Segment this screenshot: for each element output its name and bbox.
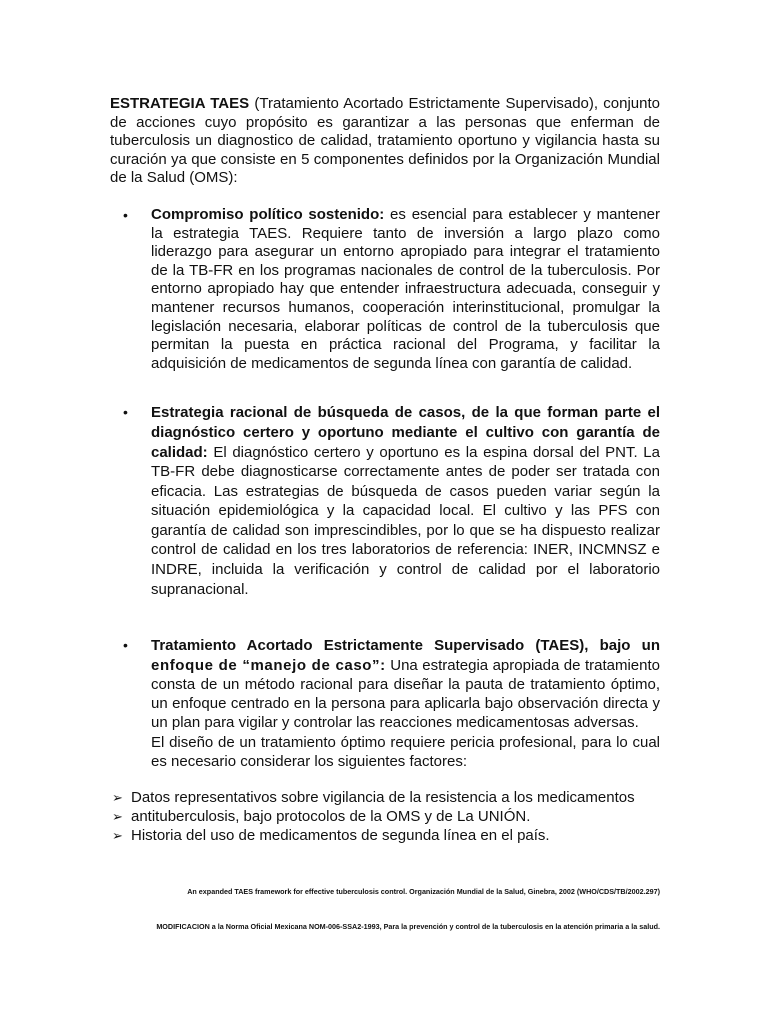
- factor-text: Datos representativos sobre vigilancia de la resistencia a los medicamentos: [131, 789, 635, 807]
- bullet-title: Compromiso político sostenido:: [151, 205, 385, 223]
- bullet-title-spaced: enfoque de “manejo de caso”:: [151, 656, 386, 674]
- intro-text: (Tratamiento Acortado Estrictamente Supervisado), conjunto de acciones cuyo propósito es garantizar a las personas que enferman de tuberculosis un diagnostico de calidad, tratamiento oportuno y vigilancia hasta su curación ya que consiste en 5 componentes definidos por la Organización Mundial de la Salud (OMS):: [110, 95, 660, 187]
- list-item: [110, 827, 660, 846]
- bullet-title: Tratamiento Acortado Estrictamente Supervisado (TAES), bajo un: [151, 637, 660, 655]
- arrow-bullet-icon: ➢: [112, 809, 123, 825]
- list-item: [110, 403, 660, 599]
- list-item: [110, 636, 660, 771]
- list-item: [110, 206, 660, 373]
- bullet-icon: •: [123, 637, 128, 654]
- intro-title: ESTRATEGIA TAES: [110, 95, 250, 112]
- factor-text: antituberculosis, bajo protocolos de la OMS y de La UNIÓN.: [131, 808, 531, 826]
- bullet-text-continued: El diseño de un tratamiento óptimo requiere pericia profesional, para lo cual es necesario considerar los siguientes factores:: [151, 733, 660, 771]
- bullet-text: Una estrategia apropiada de tratamiento consta de un método racional para diseñar la pauta de tratamiento óptimo, un enfoque centrado en la persona para aplicarla bajo observación directa y un plan para vigilar y controlar las reacciones medicamentosas adversas.: [151, 656, 660, 732]
- bullet-text: El diagnóstico certero y oportuno es la espina dorsal del PNT. La TB-FR debe diagnosticarse correctamente antes de poder ser tratada con eficacia. Las estrategias de búsqueda de casos pueden variar según la situación epidemiológica y la capacidad local. El cultivo y las PFS con garantía de calidad son imprescindibles, por lo que se ha dispuesto realizar control de calidad en los tres laboratorios de referencia: INER, INCMNSZ e INDRE, incluida la verificación y control de calidad por el laboratorio supranacional.: [151, 443, 660, 598]
- intro-paragraph: [110, 95, 660, 188]
- factors-list: [110, 789, 660, 845]
- bullet-text: es esencial para establecer y mantener la estrategia TAES. Requiere tanto de inversión a largo plazo como liderazgo para asegurar un entorno apropiado para integrar el tratamiento de la TB-FR en los programas nacionales de control de la tuberculosis. Por entorno apropiado hay que entender infraestructura adecuada, conseguir y mantener recursos humanos, cooperación interinstitucional, promulgar la legislación necesaria, elaborar políticas de control de la tuberculosis que permitan la puesta en práctica racional del Programa, y facilitar la adquisición de medicamentos de segunda línea con garantía de calidad.: [151, 205, 660, 372]
- arrow-bullet-icon: ➢: [112, 827, 123, 843]
- bullet-title: Estrategia racional de búsqueda de casos, de la que forman parte el diagnóstico certero y oportuno mediante el cultivo con garantía de calidad:: [151, 404, 660, 461]
- list-item: [110, 789, 660, 808]
- document-body: [110, 95, 660, 846]
- list-item: [110, 808, 660, 827]
- factor-text: Historia del uso de medicamentos de segunda línea en el país.: [131, 826, 550, 844]
- arrow-bullet-icon: ➢: [112, 790, 123, 806]
- bullet-icon: •: [123, 206, 128, 223]
- reference-who: An expanded TAES framework for effective tuberculosis control. Organización Mundial de la Salud, Ginebra, 2002 (WHO/CDS/TB/2002.297): [187, 887, 660, 896]
- components-list: [110, 206, 660, 771]
- bullet-icon: •: [123, 404, 128, 421]
- reference-nom: MODIFICACION a la Norma Oficial Mexicana NOM-006-SSA2-1993, Para la prevención y control de la tuberculosis en la atención primaria a la salud.: [156, 922, 660, 931]
